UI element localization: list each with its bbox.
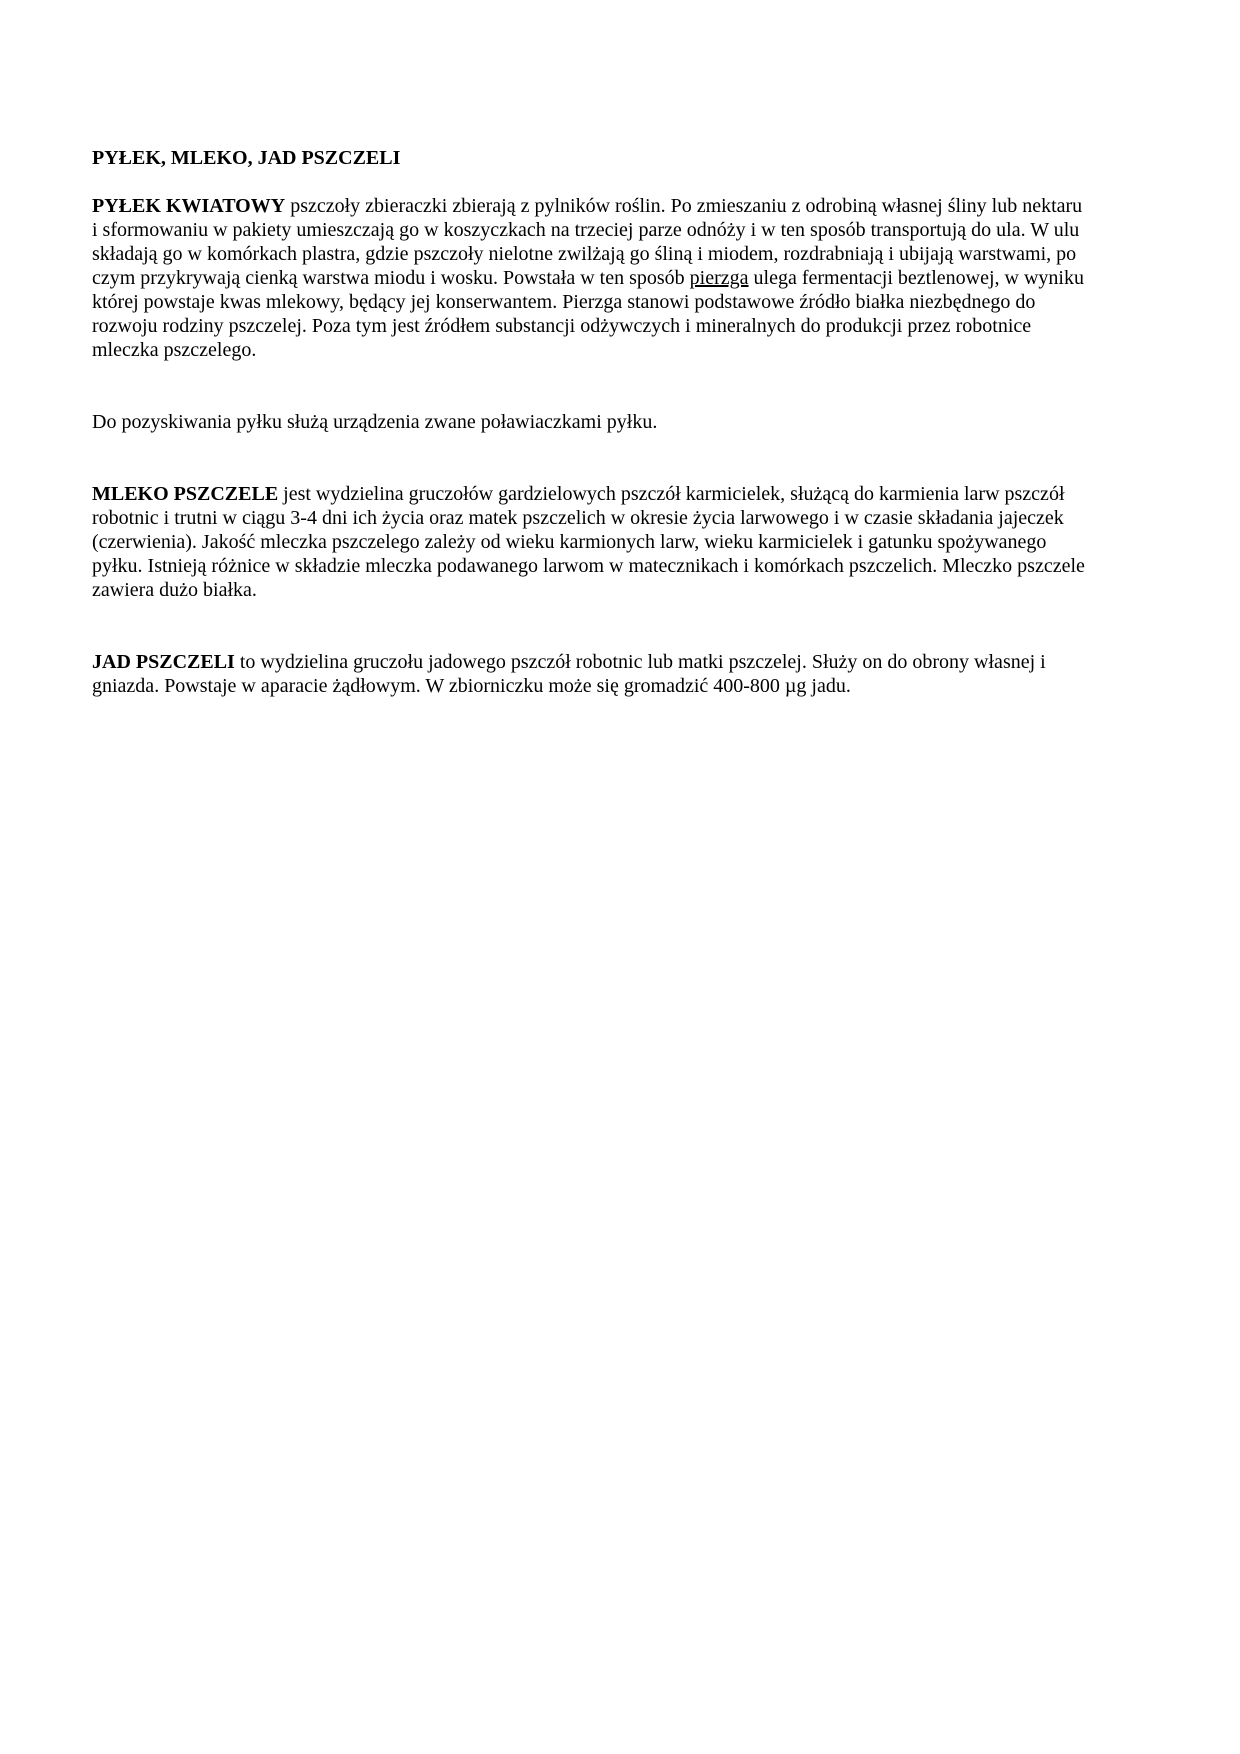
pollen-lead-term: PYŁEK KWIATOWY [92, 195, 286, 217]
document-title: PYŁEK, MLEKO, JAD PSZCZELI [92, 147, 401, 169]
document-page [92, 146, 1092, 698]
pollen-text-part-2: ulega fermentacji beztlenowej, w wyniku której powstaje kwas mlekowy, będący jej konserwantem. Pierzga stanowi podstawowe źródło białka niezbędnego do rozwoju rodziny pszczelej. Poza tym jest źródłem substancji odżywczych i mineralnych do produkcji przez robotnice mleczka pszczelego. [92, 267, 1084, 361]
royal-jelly-text: jest wydzielina gruczołów gardzielowych pszczół karmicielek, służącą do karmienia larw pszczół robotnic i trutni w ciągu 3-4 dni ich życia oraz matek pszczelich w okresie życia larwowego i w czasie składania jajeczek (czerwienia). Jakość mleczka pszczelego zależy od wieku karmionych larw, wieku karmicielek i gatunku spożywanego pyłku. Istnieją różnice w składzie mleczka podawanego larwom w matecznikach i komórkach pszczelich. Mleczko pszczele zawiera dużo białka. [92, 483, 1085, 601]
royal-jelly-paragraph [92, 482, 1092, 602]
pollen-collection-paragraph: Do pozyskiwania pyłku służą urządzenia zwane poławiaczkami pyłku. [92, 411, 658, 433]
pollen-paragraph [92, 194, 1092, 362]
venom-paragraph [92, 650, 1092, 698]
pollen-text-part-1: pszczoły zbieraczki zbierają z pylników roślin. Po zmieszaniu z odrobiną własnej śliny lub nektaru i sformowaniu w pakiety umieszczają go w koszyczkach na trzeciej parze odnóży i w ten sposób transportują do ula. W ulu składają go w komórkach plastra, gdzie pszczoły nielotne zwilżają go śliną i miodem, rozdrabniają i ubijają warstwami, po czym przykrywają cienką warstwa miodu i wosku. Powstała w ten sposób [92, 195, 1083, 289]
venom-text: to wydzielina gruczołu jadowego pszczół robotnic lub matki pszczelej. Służy on do obrony własnej i gniazda. Powstaje w aparacie żądłowym. W zbiorniczku może się gromadzić 400-800 µg jadu. [92, 651, 1046, 697]
venom-lead-term: JAD PSZCZELI [92, 651, 235, 673]
pierzga-term: pierzga [689, 267, 749, 289]
royal-jelly-lead-term: MLEKO PSZCZELE [92, 483, 279, 505]
